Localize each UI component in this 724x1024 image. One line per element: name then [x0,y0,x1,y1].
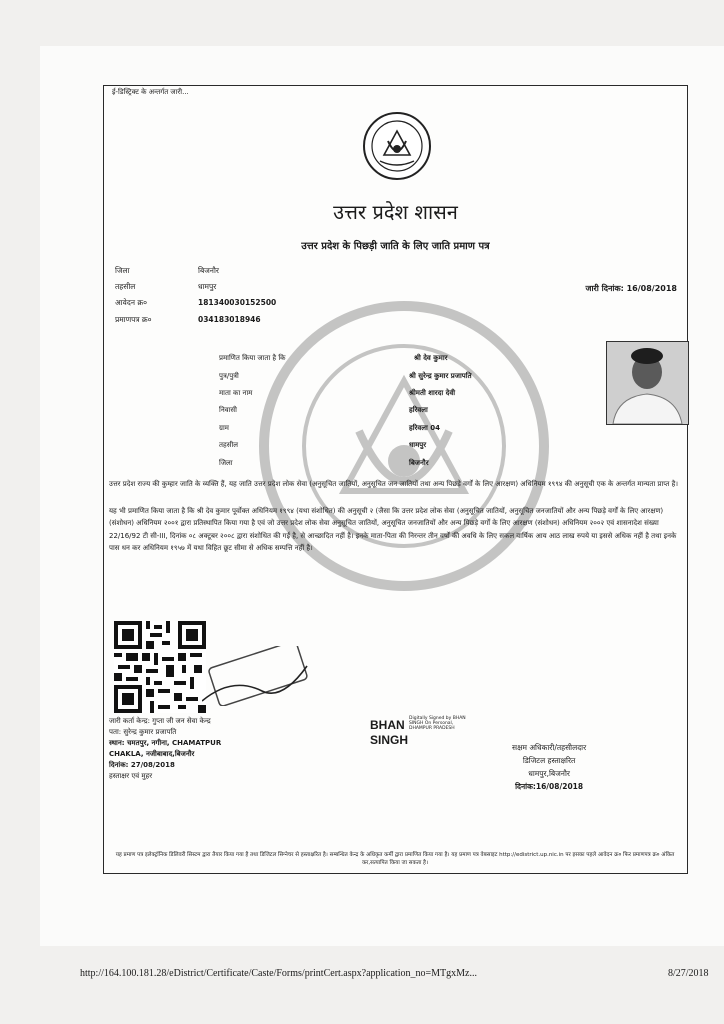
qr-code-icon [114,621,206,713]
detail-value: हरिवला 04 [409,424,441,432]
meta-value: 034183018946 [198,315,261,324]
authority-signed: डिजिटल हस्ताक्षरित [522,756,576,765]
print-url: http://164.100.181.28/eDistrict/Certificate/Caste/Forms/printCert.aspx?application_no=MTgxMz... [80,968,477,979]
issuer-block [109,716,221,782]
detail-value: हरिवला [409,406,428,414]
meta-label: जिला [115,266,130,275]
authority-place: धामपुर,बिजनौर [528,769,570,778]
digital-signer-name: BHAN SINGH [370,718,409,747]
meta-application-no [115,298,276,308]
digital-signature-note: Digitally Signed by BHAN SINGH On Personal, DHAMPUR PRADESH [409,716,466,731]
detail-value: श्रीमती शारदा देवी [409,389,456,397]
meta-value: बिजनौर [198,266,219,275]
detail-label: प्रमाणित किया जाता है कि [219,354,286,362]
issue-date: जारी दिनांक: 16/08/2018 [585,284,677,293]
meta-label: तहसील [115,282,136,291]
issuer-signature-label: हस्ताक्षर एवं मुहर [109,772,153,780]
issuer-place: स्थान: चमतपुर, नगीना, CHAMATPUR [109,739,222,747]
header-note: ई-डिस्ट्रिक्ट के अन्तर्गत जारी... [112,88,189,96]
up-government-emblem-icon [362,111,432,181]
certificate-footer-note: यह प्रमाण पत्र इलेक्ट्रॉनिक डिलिवरी सिस्टम द्वारा तैयार किया गया है तथा डिजिटल सिग्नेचर से हस्ताक्षरित है। सम्बन्धित केन्द्र के अधिकृत कर्मी द्वारा प्रमाणित किया गया है। यह प्रमाण पत्र वेबसाइट http://edistrict.up.nic.in पर इसका पहले आवेदन क्र० फिर प्रमाणपत्र क्र० अंकित कर,सत्यापित किया जा सकता है। [115,852,675,866]
detail-label: माता का नाम [219,389,253,397]
body-paragraph-certification: यह भी प्रमाणित किया जाता है कि श्री देव कुमार पूर्वोक्त अधिनियम १९९४ (यथा संशोधित) की अनुसूची २ (जैसा कि उत्तर प्रदेश लोक सेवा (अनुसूचित जातियों, अनुसूचित जनजातियों और अन्य पिछड़े वर्गों के लिए आरक्षण) (संशोधन) अधिनियम २००१ द्वारा प्रतिस्थापित किया गया है एवं जो उत्तर प्रदेश लोक सेवा अनुसूचित जातियों, अनुसूचित जनजातियों और अन्य पिछड़े वर्गों के लिए आरक्षण (संशोधन) अधिनियम २००२ एवं शासनादेश संख्या 22/16/92 टी सी-III, दिनांक ०८ अक्टूबर २००८ द्वारा संशोधित की गई है, से आच्छादित नहीं है। इनके माता-पिता की निरन्तर तीन वर्षों की अवधि के लिए सकल वार्षिक आय आठ लाख रुपये या इससे अधिक नहीं है तथा इनके पास धन कर अधिनियम १९५७ में यथा विहित छूट सीमा से अधिक सम्पत्ति नहीं है। [109,507,677,553]
detail-label: तहसील [219,441,238,449]
detail-label: ग्राम [219,424,229,432]
certificate-title: उत्तर प्रदेश शासन [333,200,458,224]
meta-label: आवेदन क्र० [115,298,148,307]
meta-value: धामपुर [198,282,217,291]
detail-value: बिजनौर [409,459,429,467]
meta-district [115,266,219,276]
certificate-frame [103,85,688,874]
authority-date: दिनांक:16/08/2018 [515,782,584,791]
applicant-photo [606,341,689,425]
authority-title: सक्षम अधिकारी/तहसीलदार [512,743,587,752]
detail-value: श्री सुरेन्द्र कुमार प्रजापति [409,372,472,380]
official-stamp-icon [202,646,312,706]
meta-label: प्रमाणपत्र क्र० [115,315,152,324]
detail-label: निवासी [219,406,237,414]
applicant-portrait-icon [607,342,688,424]
issuer-date: दिनांक: 27/08/2018 [109,761,175,769]
certificate-subtitle: उत्तर प्रदेश के पिछड़ी जाति के लिए जाति प्रमाण पत्र [301,241,490,252]
detail-label: पुत्र/पुत्री [219,372,239,380]
issuer-center: जारी कर्ता केन्द्र: गुप्ता जी जन सेवा केन्द्र [109,717,211,725]
detail-value: श्री देव कुमार [414,354,448,362]
meta-certificate-no [115,315,261,325]
meta-value: 181340030152500 [198,298,277,307]
body-paragraph-caste: उत्तर प्रदेश राज्य की कुम्हार जाति के व्यक्ति हैं, यह जाति उत्तर प्रदेश लोक सेवा (अनुसूचित जातियों, अनुसूचित जन जातियों तथा अन्य पिछड़े वर्गों के लिए आरक्षण) अधिनियम १९९४ की अनुसूची एक के अन्तर्गत मान्यता प्राप्त है। [109,480,678,488]
issuer-place-2: CHAKLA, नजीबाबाद,बिजनौर [109,750,195,758]
detail-value: धामपुर [409,441,427,449]
authority-block [512,741,586,793]
issuer-address: पता: सुरेन्द्र कुमार प्रजापति [109,728,177,736]
detail-label: जिला [219,459,233,467]
print-date: 8/27/2018 [668,968,709,979]
meta-tehsil [115,282,216,292]
